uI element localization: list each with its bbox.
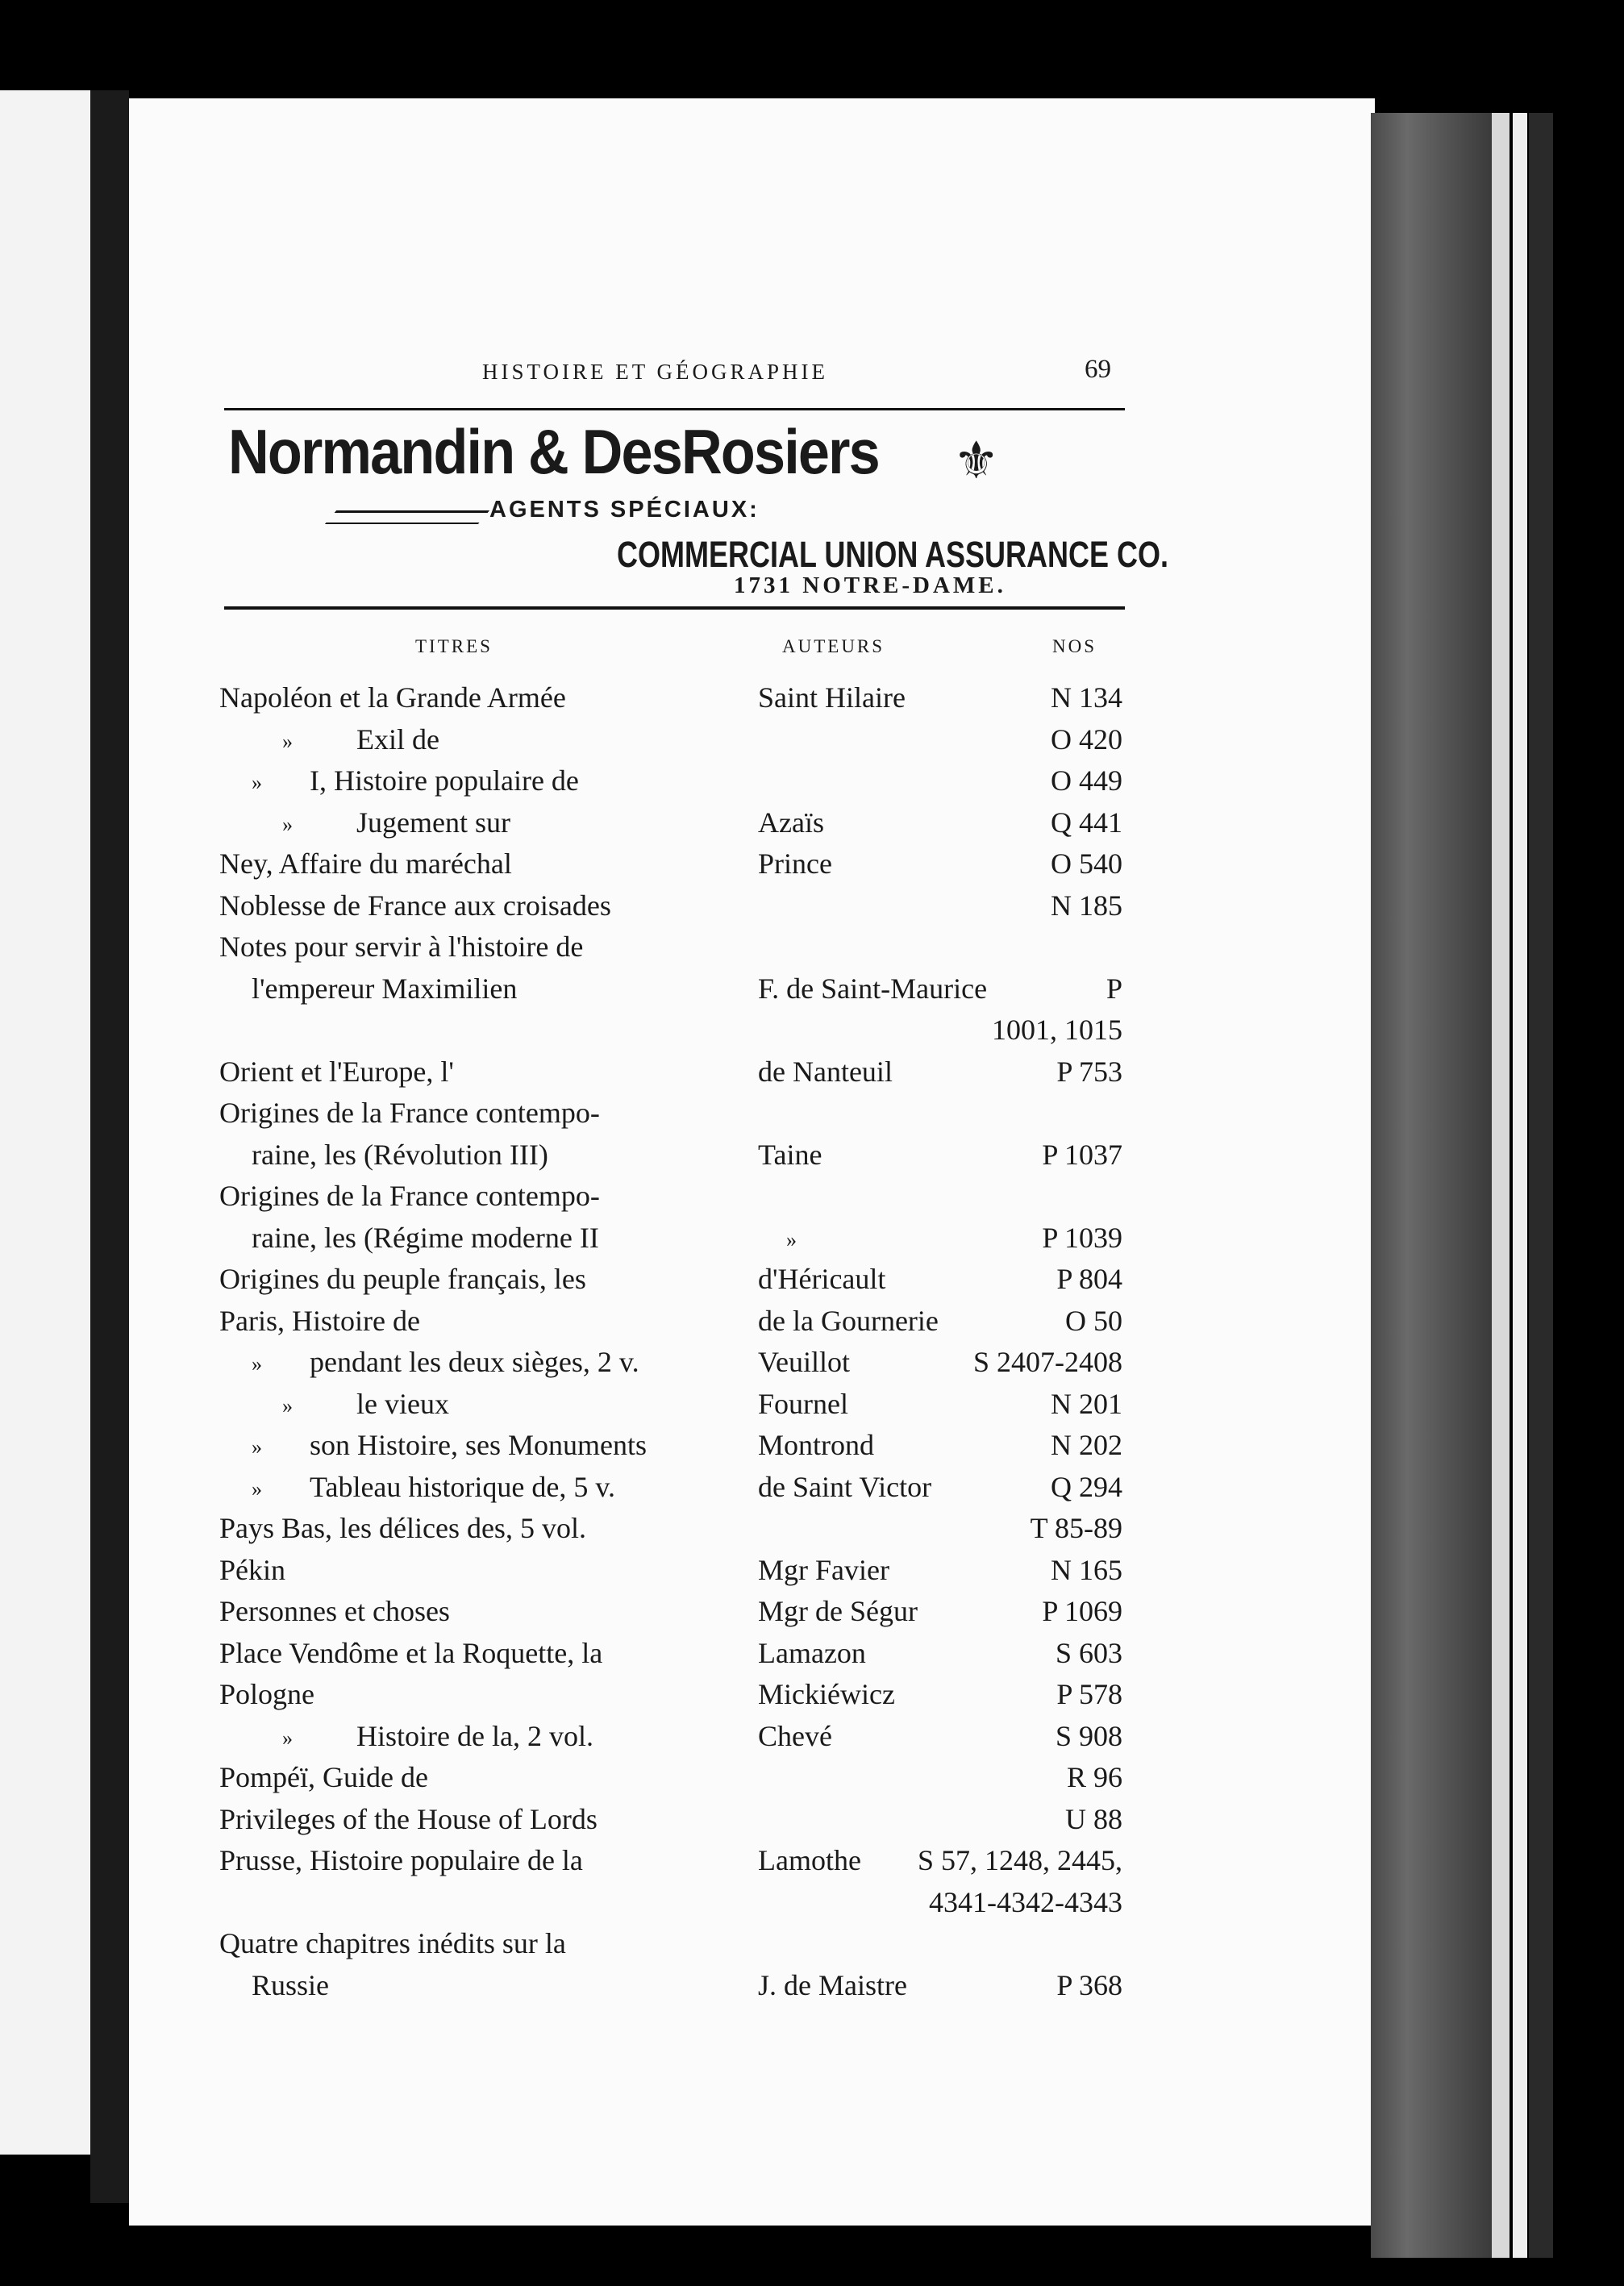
entry-author: Mgr Favier	[758, 1553, 889, 1586]
entry-title: Origines de la France contempo-	[219, 1097, 600, 1129]
entry-number: S 603	[1055, 1636, 1122, 1669]
entry-author: de la Gournerie	[758, 1304, 939, 1337]
entry-title: Tableau historique de, 5 v.	[310, 1470, 616, 1503]
entry-title: Jugement sur	[356, 806, 510, 839]
entry-title: pendant les deux sièges, 2 v.	[310, 1346, 639, 1378]
entry-title: Pays Bas, les délices des, 5 vol.	[219, 1512, 586, 1544]
entry-title: Paris, Histoire de	[219, 1304, 420, 1337]
entry-title: Place Vendôme et la Roquette, la	[219, 1636, 603, 1669]
entry-author: Mickiéwicz	[758, 1678, 895, 1710]
entry-title: Prusse, Histoire populaire de la	[219, 1844, 583, 1876]
entry-title: l'empereur Maximilien	[252, 972, 518, 1005]
entry-number: P 1069	[1042, 1595, 1122, 1627]
entry-number: N 165	[1051, 1553, 1122, 1586]
ornamental-line	[325, 510, 489, 524]
col-head-titles: TITRES	[415, 636, 493, 656]
entry-title: Quatre chapitres inédits sur la	[219, 1927, 566, 1959]
entry-number: S 908	[1055, 1719, 1122, 1752]
ad-address: 1731 NOTRE-DAME.	[734, 573, 1006, 598]
entry-author: d'Héricault	[758, 1263, 886, 1295]
ditto-mark: »	[252, 1476, 262, 1501]
entry-number: Q 294	[1051, 1470, 1122, 1503]
ditto-mark: »	[282, 729, 293, 753]
ditto-mark: »	[282, 1393, 293, 1418]
entry-title: Napoléon et la Grande Armée	[219, 681, 566, 714]
fleur-de-lis-icon: ⚜	[953, 432, 1000, 489]
ditto-mark: »	[786, 1227, 797, 1251]
page-edges	[1492, 113, 1509, 2258]
entry-author: Chevé	[758, 1719, 832, 1752]
ad-rule	[224, 606, 1125, 610]
ad-company: COMMERCIAL UNION ASSURANCE CO.	[617, 534, 1169, 575]
entry-number: P 578	[1056, 1678, 1122, 1710]
entry-number: U 88	[1065, 1802, 1122, 1835]
page-edges	[1529, 113, 1553, 2258]
entry-author: Lamazon	[758, 1636, 866, 1669]
ditto-mark: »	[252, 1435, 262, 1459]
entry-number: O 540	[1051, 847, 1122, 880]
entry-title: Origines de la France contempo-	[219, 1180, 600, 1212]
entry-number: P	[1106, 972, 1122, 1005]
entry-title: son Histoire, ses Monuments	[310, 1429, 647, 1461]
entry-title: Noblesse de France aux croisades	[219, 889, 611, 922]
advertiser-name: Normandin & DesRosiers	[228, 416, 879, 487]
entry-number: P 804	[1056, 1263, 1122, 1295]
entry-author: Mgr de Ségur	[758, 1595, 918, 1627]
entry-number: N 134	[1051, 681, 1122, 714]
ditto-mark: »	[282, 812, 293, 836]
entry-number: O 50	[1065, 1304, 1122, 1337]
col-head-authors: AUTEURS	[782, 636, 885, 656]
entry-title: Personnes et choses	[219, 1595, 450, 1627]
entry-author: Lamothe	[758, 1844, 861, 1876]
entry-number: T 85-89	[1030, 1512, 1122, 1544]
entry-number: O 420	[1051, 722, 1122, 756]
entry-title: I, Histoire populaire de	[310, 764, 579, 797]
page-edges	[1513, 113, 1527, 2258]
entry-number: P 753	[1056, 1055, 1122, 1088]
top-rule	[224, 408, 1125, 410]
entry-title: Ney, Affaire du maréchal	[219, 847, 512, 880]
entry-number: P 1039	[1042, 1221, 1122, 1254]
entry-number: R 96	[1066, 1761, 1122, 1793]
entry-title: Orient et l'Europe, l'	[219, 1055, 454, 1088]
book-spine	[1371, 113, 1492, 2258]
left-page-edge	[90, 90, 129, 2203]
entry-number: N 201	[1051, 1387, 1122, 1420]
entry-title: Privileges of the House of Lords	[219, 1802, 598, 1835]
entry-number: N 185	[1051, 889, 1122, 922]
entry-number: 1001, 1015	[992, 1014, 1122, 1046]
entry-author: Prince	[758, 847, 832, 880]
entry-author: Fournel	[758, 1387, 848, 1420]
entry-author: F. de Saint-Maurice	[758, 972, 988, 1005]
entry-author: Veuillot	[758, 1346, 850, 1378]
entry-number: O 449	[1051, 764, 1122, 797]
entry-number: Q 441	[1051, 806, 1122, 839]
entry-author: Saint Hilaire	[758, 681, 906, 714]
entry-title: raine, les (Révolution III)	[252, 1138, 548, 1171]
entry-title: raine, les (Régime moderne II	[252, 1221, 599, 1254]
entry-title: Histoire de la, 2 vol.	[356, 1719, 593, 1752]
ditto-mark: »	[252, 771, 262, 794]
entry-number: S 57, 1248, 2445,	[917, 1844, 1122, 1876]
entry-number: P 1037	[1042, 1138, 1122, 1171]
entry-number: S 2407-2408	[972, 1346, 1122, 1378]
entry-number: N 202	[1051, 1429, 1122, 1461]
ditto-mark: »	[252, 1352, 262, 1376]
entry-title: Exil de	[356, 722, 439, 756]
page-number: 69	[1085, 355, 1111, 384]
left-page-fragment	[0, 90, 90, 2155]
running-head: HISTOIRE ET GÉOGRAPHIE	[482, 360, 828, 384]
ad-agents: AGENTS SPÉCIAUX:	[489, 497, 760, 523]
entry-title: Origines du peuple français, les	[219, 1263, 586, 1295]
entry-title: Pompéï, Guide de	[219, 1761, 428, 1793]
entry-title: Notes pour servir à l'histoire de	[219, 931, 584, 963]
entry-author: J. de Maistre	[758, 1968, 907, 2001]
entry-author: Azaïs	[758, 806, 824, 839]
entry-number: P 368	[1056, 1968, 1122, 2001]
entry-author: Montrond	[758, 1429, 874, 1461]
entry-title: Pékin	[219, 1553, 286, 1586]
entry-title: Russie	[252, 1968, 330, 2001]
entry-number: 4341-4342-4343	[929, 1885, 1122, 1918]
entry-author: de Nanteuil	[758, 1055, 893, 1088]
entry-title: le vieux	[356, 1387, 449, 1420]
col-head-numbers: NOS	[1052, 636, 1097, 656]
entry-title: Pologne	[219, 1678, 315, 1710]
ditto-mark: »	[282, 1726, 293, 1750]
entry-author: de Saint Victor	[758, 1470, 932, 1503]
entry-author: Taine	[758, 1138, 822, 1171]
